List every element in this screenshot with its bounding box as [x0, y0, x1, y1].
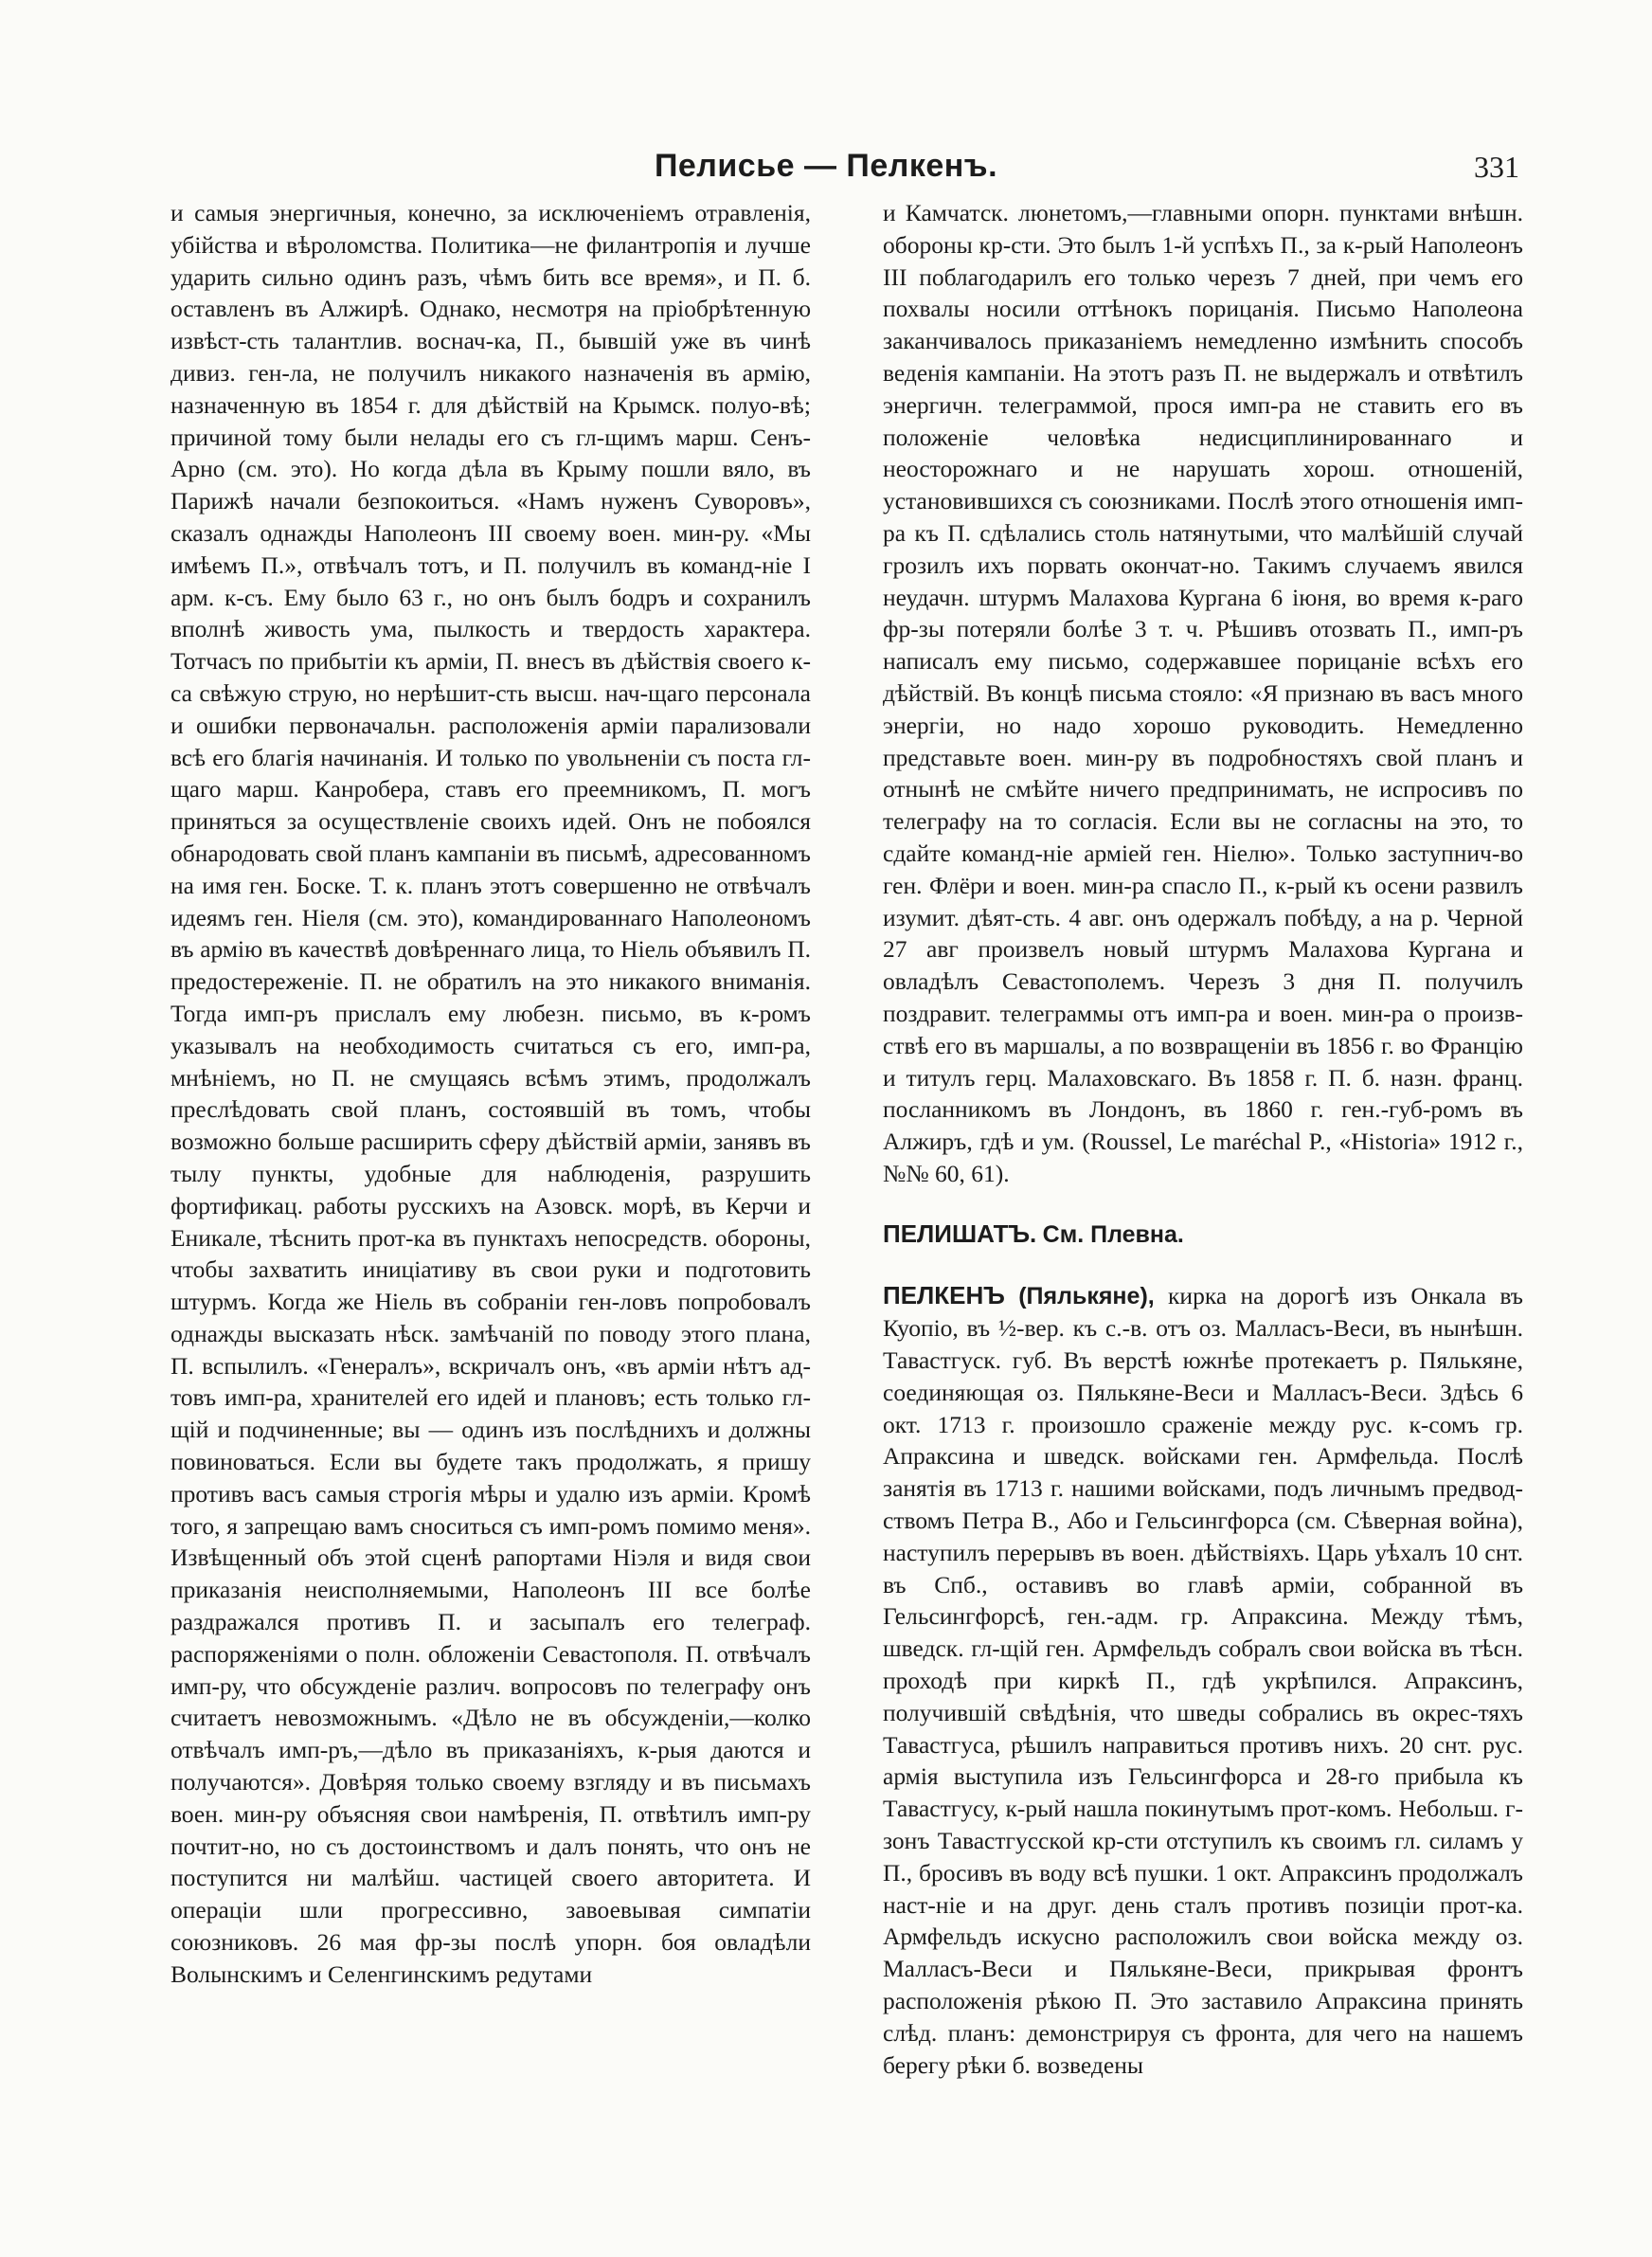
page-number: 331 [1474, 150, 1519, 184]
left-column [171, 197, 811, 1991]
entry-cross-reference: См. Плевна. [1042, 1220, 1184, 1248]
entry-headword: ПЕЛИШАТЪ. [883, 1219, 1037, 1248]
running-head [0, 148, 1652, 195]
entry-body: кирка на дорогѣ изъ Онкала въ Куопіо, въ ½-вер. къ с.-в. отъ оз. Малласъ-Веси, въ нынѣшн. Тавастгуск. губ. Въ верстѣ южнѣе протекаетъ р. Пялькяне, соединяющая оз. Пялькяне-Веси и Малласъ-Веси. Здѣсь 6 окт. 1713 г. произошло сраженіе между рус. к-сомъ гр. Апраксина и шведск. войсками ген. Армфельда. Послѣ занятія въ 1713 г. нашими войсками, подъ личнымъ предвод-ствомъ Петра В., Або и Гельсингфорса (см. Сѣверная война), наступилъ перерывъ въ воен. дѣйствіяхъ. Царь уѣхалъ 10 снт. въ Спб., оставивъ во главѣ арміи, собранной въ Гельсингфорсѣ, ген.-адм. гр. Апраксина. Между тѣмъ, шведск. гл-щій ген. Армфельдъ собралъ свои войска въ тѣсн. проходѣ при киркѣ П., гдѣ укрѣпился. Апраксинъ, получившій свѣдѣнія, что шведы собрались въ окрес-тяхъ Тавастгуса, рѣшилъ направиться противъ нихъ. 20 снт. рус. армія выступила изъ Гельсингфорса и 28-го прибыла къ Тавастгусу, к-рый нашла покинутымъ прот-комъ. Небольш. г-зонъ Тавастгусской кр-сти отступилъ къ своимъ гл. силамъ у П., бросивъ въ воду всѣ пушки. 1 окт. Апраксинъ продолжалъ наст-ніе и на друг. день сталъ противъ позиціи прот-ка. Армфельдъ искусно расположилъ свои войска между оз. Малласъ-Веси и Пялькяне-Веси, прикрывая фронтъ расположенія рѣкою П. Это заставило Апраксина принять слѣд. планъ: демонстрируя съ фронта, для чего на нашемъ берегу рѣки б. возведены [883, 1281, 1523, 2079]
entry-pelishat [883, 1219, 1523, 1252]
running-title: Пелисье — Пелкенъ. [654, 148, 998, 184]
right-column [883, 197, 1523, 2081]
right-column-continuation: и Камчатск. люнетомъ,—главными опорн. пунктами внѣшн. обороны кр-сти. Это былъ 1-й успѣхъ П., за к-рый Наполеонъ III поблагодарилъ его только черезъ 7 дней, при чемъ его похвалы носили оттѣнокъ порицанія. Письмо Наполеона заканчивалось приказаніемъ немедленно измѣнить способъ веденія кампаніи. На этотъ разъ П. не выдержалъ и отвѣтилъ энергичн. телеграммой, прося имп-ра не ставить его въ положеніе человѣка недисциплинированнаго и неосторожнаго и не нарушать хорош. отношеній, установившихся съ союзниками. Послѣ этого отношенія имп-ра къ П. сдѣлались столь натянутыми, что малѣйшій случай грозилъ ихъ порвать окончат-но. Такимъ случаемъ явился неудачн. штурмъ Малахова Кургана 6 іюня, во время к-раго фр-зы потеряли болѣе 3 т. ч. Рѣшивъ отозвать П., имп-ръ написалъ ему письмо, содержавшее порицаніе всѣхъ его дѣйствій. Въ концѣ письма стояло: «Я признаю въ васъ много энергіи, но надо хорошо руководить. Немедленно представьте воен. мин-ру въ подробностяхъ свой планъ и отнынѣ не смѣйте ничего предпринимать, не испросивъ по телеграфу на то согласія. Если вы не согласны на это, то сдайте команд-ніе арміей ген. Ніелю». Только заступнич-во ген. Флёри и воен. мин-ра спасло П., к-рый къ осени развилъ изумит. дѣят-сть. 4 авг. онъ одержалъ побѣду, а на р. Черной 27 авг произвелъ новый штурмъ Малахова Кургана и овладѣлъ Севастополемъ. Черезъ 3 дня П. получилъ поздравит. телеграммы отъ имп-ра и воен. мин-ра о произв-ствѣ его въ маршалы, а по возвращеніи въ 1856 г. во Францію и титулъ герц. Малаховскаго. Въ 1858 г. П. б. назн. франц. посланникомъ въ Лондонъ, въ 1860 г. ген.-губ-ромъ въ Алжиръ, гдѣ и ум. (Roussel, Le maréchal P., «Historia» 1912 г., №№ 60, 61). [883, 199, 1523, 1187]
left-column-text: и самыя энергичныя, конечно, за исключеніемъ отравленія, убійства и вѣроломства. Политика—не филантропія и лучше ударить сильно одинъ разъ, чѣмъ бить все время», и П. б. оставленъ въ Алжирѣ. Однако, несмотря на пріобрѣтенную извѣст-сть талантлив. воснач-ка, П., бывшій уже въ чинѣ дивиз. ген-ла, не получилъ никакого назначенія въ армію, назначенную въ 1854 г. для дѣйствій на Крымск. полуо-вѣ; причиной тому были нелады его съ гл-щимъ марш. Сенъ-Арно (см. это). Но когда дѣла въ Крыму пошли вяло, въ Парижѣ начали безпокоиться. «Намъ нуженъ Суворовъ», сказалъ однажды Наполеонъ III своему воен. мин-ру. «Мы имѣемъ П.», отвѣчалъ тотъ, и П. получилъ въ команд-ніе I арм. к-съ. Ему было 63 г., но онъ былъ бодръ и сохранилъ вполнѣ живость ума, пылкость и твердость характера. Тотчасъ по прибытіи къ арміи, П. внесъ въ дѣйствія своего к-са свѣжую струю, но нерѣшит-сть высш. нач-щаго персонала и ошибки первоначальн. расположенія арміи парализовали всѣ его благія начинанія. И только по увольненіи съ поста гл-щаго марш. Канробера, ставъ его преемникомъ, П. могъ приняться за осуществленіе своихъ идей. Онъ не побоялся обнародовать свой планъ кампаніи въ письмѣ, адресованномъ на имя ген. Боске. Т. к. планъ этотъ совершенно не отвѣчалъ идеямъ ген. Ніеля (см. это), командированнаго Наполеономъ въ армію въ качествѣ довѣреннаго лица, то Ніель объявилъ П. предостереженіе. П. не обратилъ на это никакого вниманія. Тогда имп-ръ прислалъ ему любезн. письмо, въ к-ромъ указывалъ на необходимость считаться съ его, имп-ра, мнѣніемъ, но П. не смущаясь всѣмъ этимъ, продолжалъ преслѣдовать свой планъ, состоявшій въ томъ, чтобы возможно больше расширить сферу дѣйствій арміи, занявъ въ тылу пункты, удобные для наблюденія, разрушить фортификац. работы русскихъ на Азовск. морѣ, въ Керчи и Еникале, тѣснить прот-ка въ пунктахъ непосредств. обороны, чтобы захватить иниціативу въ свои руки и подготовить штурмъ. Когда же Ніель въ собраніи ген-ловъ попробовалъ однажды высказать нѣск. замѣчаній по поводу этого плана, П. вспылилъ. «Генералъ», вскричалъ онъ, «въ арміи нѣтъ ад-товъ имп-ра, хранителей его идей и плановъ; есть только гл-щій и подчиненные; вы — одинъ изъ послѣднихъ и должны повиноваться. Если вы будете такъ продолжать, я пришу противъ васъ самыя строгія мѣры и удалю изъ арміи. Кромѣ того, я запрещаю вамъ сноситься съ имп-ромъ помимо меня». Извѣщенный объ этой сценѣ рапортами Ніэля и видя свои приказанія неисполняемыми, Наполеонъ III все болѣе раздражался противъ П. и засыпалъ его телеграф. распоряженіями о полн. обложеніи Севастополя. П. отвѣчалъ имп-ру, что обсужденіе различ. вопросовъ по телеграфу онъ считаетъ невозможнымъ. «Дѣло не въ обсужденіи,—колко отвѣчалъ имп-ръ,—дѣло въ приказаніяхъ, к-рыя даются и получаются». Довѣряя только своему взгляду и въ письмахъ воен. мин-ру объясняя свои намѣренія, П. отвѣтилъ имп-ру почтит-но, но съ достоинствомъ и далъ понять, что онъ не поступится ни малѣйш. частицей своего авторитета. И операціи шли прогрессивно, завоевывая симпатіи союзниковъ. 26 мая фр-зы послѣ упорн. боя овладѣли Волынскимъ и Селенгинскимъ редутами [171, 199, 811, 1988]
entry-pelkene [883, 1280, 1523, 2082]
entry-variant-name: (Пялькяне), [1018, 1282, 1155, 1309]
entry-headword: ПЕЛКЕНЪ [883, 1280, 1005, 1309]
